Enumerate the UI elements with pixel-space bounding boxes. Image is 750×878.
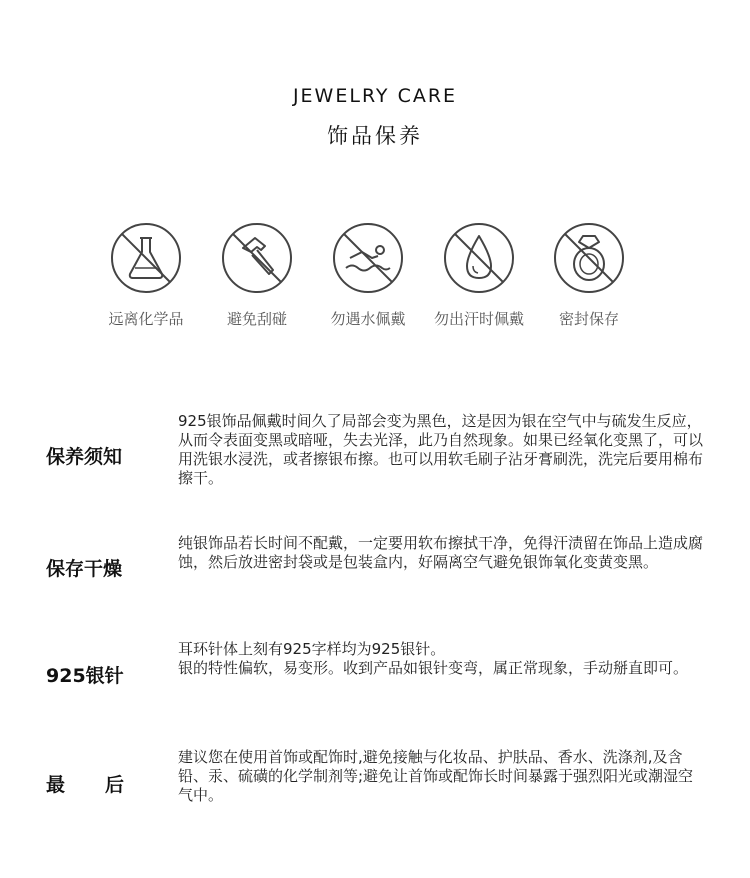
ring-prohibited-icon	[553, 222, 625, 294]
title-chinese: 饰品保养	[327, 124, 423, 148]
sweat-drop-prohibited-icon	[443, 222, 515, 294]
section-title-pin: 925银针	[46, 665, 124, 687]
swimmer-prohibited-icon	[332, 222, 404, 294]
section-text-pin-2: 银的特性偏软，易变形。收到产品如银针变弯，属正常现象，手动掰直即可。	[178, 659, 689, 677]
icon-item-water	[313, 222, 423, 329]
icon-item-sealed	[534, 222, 644, 329]
section-body-finally	[178, 748, 708, 805]
title-english: JEWELRY CARE	[292, 85, 458, 107]
icon-label-scratch: 避免刮碰	[226, 310, 287, 328]
icon-item-sweat	[424, 222, 534, 329]
section-body-care	[178, 412, 708, 488]
hammer-prohibited-icon	[221, 222, 293, 294]
section-text-pin-1: 耳环针体上刻有925字样均为925银针。	[178, 640, 446, 658]
icon-label-sealed: 密封保存	[558, 310, 619, 328]
icon-item-chemicals	[91, 222, 201, 329]
icon-label-chemicals: 远离化学品	[108, 310, 184, 328]
section-text-care: 925银饰品佩戴时间久了局部会变为黑色，这是因为银在空气中与硫发生反应，从而令表面变黑或暗哑，失去光泽，此乃自然现象。如果已经氧化变黑了，可以用洗银水浸洗，或者擦银布擦。也可以用软毛刷子沾牙膏刷洗，洗完后要用棉布擦干。	[178, 412, 704, 487]
icon-item-scratch	[202, 222, 312, 329]
icon-label-water: 勿遇水佩戴	[330, 310, 406, 328]
section-title-care: 保养须知	[46, 446, 123, 468]
section-body-pin	[178, 640, 708, 678]
section-text-finally: 建议您在使用首饰或配饰时,避免接触与化妆品、护肤品、香水、洗涤剂,及含铅、汞、硫磺的化学制剂等;避免让首饰或配饰长时间暴露于强烈阳光或潮湿空气中。	[178, 748, 694, 804]
section-title-finally: 最后	[46, 774, 165, 796]
flask-prohibited-icon	[110, 222, 182, 294]
section-body-dry	[178, 534, 708, 572]
section-title-dry: 保存干燥	[46, 558, 123, 580]
section-text-dry: 纯银饰品若长时间不配戴，一定要用软布擦拭干净，免得汗渍留在饰品上造成腐蚀，然后放进密封袋或是包装盒内，好隔离空气避免银饰氧化变黄变黑。	[178, 534, 704, 571]
icon-label-sweat: 勿出汗时佩戴	[433, 310, 524, 328]
